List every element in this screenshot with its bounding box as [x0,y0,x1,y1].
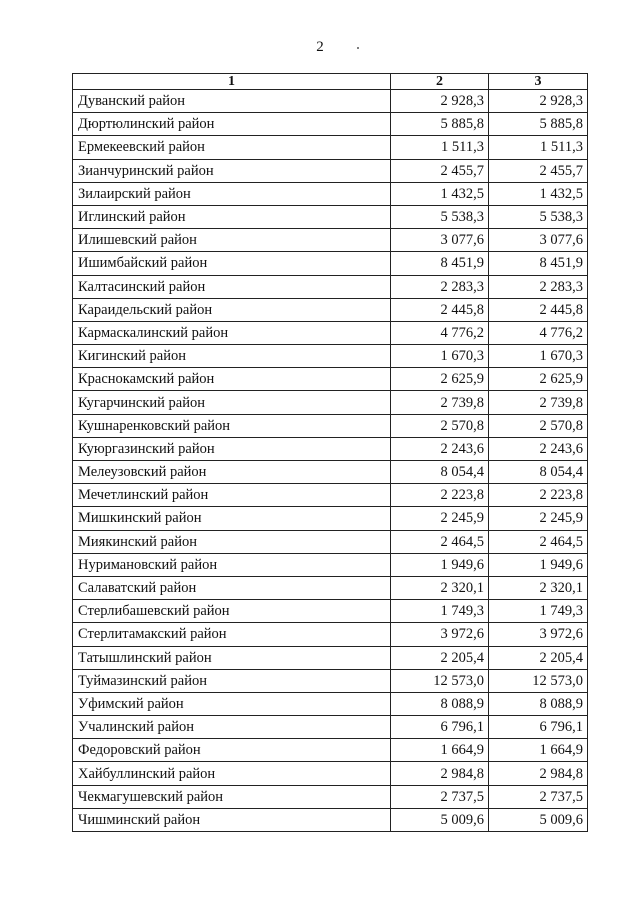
value-col2-cell: 2 205,4 [391,646,489,669]
value-col2-cell: 8 054,4 [391,461,489,484]
value-col3-cell: 2 570,8 [489,414,588,437]
value-col2-cell: 1 949,6 [391,553,489,576]
column-header-1: 1 [73,74,391,90]
district-name-cell: Хайбуллинский район [73,762,391,785]
district-name-cell: Зианчуринский район [73,159,391,182]
table-row [73,553,588,576]
district-name-cell: Куюргазинский район [73,437,391,460]
value-col3-cell: 2 445,8 [489,298,588,321]
table-row [73,252,588,275]
table-row [73,716,588,739]
value-col3-cell: 1 949,6 [489,553,588,576]
district-name-cell: Мелеузовский район [73,461,391,484]
value-col2-cell: 2 739,8 [391,391,489,414]
column-header-2: 2 [391,74,489,90]
value-col2-cell: 2 223,8 [391,484,489,507]
district-name-cell: Салаватский район [73,576,391,599]
district-name-cell: Зилаирский район [73,182,391,205]
district-name-cell: Чишминский район [73,808,391,831]
table-row [73,437,588,460]
table-row [73,484,588,507]
value-col3-cell: 2 739,8 [489,391,588,414]
district-name-cell: Мишкинский район [73,507,391,530]
value-col3-cell: 8 451,9 [489,252,588,275]
district-name-cell: Миякинский район [73,530,391,553]
value-col3-cell: 12 573,0 [489,669,588,692]
value-col2-cell: 2 243,6 [391,437,489,460]
value-col2-cell: 2 455,7 [391,159,489,182]
district-name-cell: Уфимский район [73,692,391,715]
value-col3-cell: 1 664,9 [489,739,588,762]
table-row [73,205,588,228]
table-header-row [73,74,588,90]
scan-artifact-dot [357,47,359,49]
table-row [73,576,588,599]
value-col2-cell: 2 445,8 [391,298,489,321]
district-name-cell: Федоровский район [73,739,391,762]
district-name-cell: Дуванский район [73,90,391,113]
district-name-cell: Нуримановский район [73,553,391,576]
table-row [73,461,588,484]
value-col2-cell: 2 737,5 [391,785,489,808]
table-row [73,808,588,831]
district-name-cell: Караидельский район [73,298,391,321]
table-row [73,182,588,205]
value-col2-cell: 3 972,6 [391,623,489,646]
district-name-cell: Татышлинский район [73,646,391,669]
value-col3-cell: 2 464,5 [489,530,588,553]
value-col3-cell: 2 625,9 [489,368,588,391]
value-col3-cell: 5 885,8 [489,113,588,136]
value-col2-cell: 2 984,8 [391,762,489,785]
table-row [73,229,588,252]
value-col3-cell: 2 283,3 [489,275,588,298]
value-col2-cell: 2 570,8 [391,414,489,437]
table-row [73,414,588,437]
value-col2-cell: 4 776,2 [391,321,489,344]
table-row [73,136,588,159]
value-col3-cell: 8 054,4 [489,461,588,484]
district-name-cell: Иглинский район [73,205,391,228]
value-col2-cell: 1 670,3 [391,345,489,368]
column-header-3: 3 [489,74,588,90]
value-col2-cell: 8 451,9 [391,252,489,275]
value-col3-cell: 5 538,3 [489,205,588,228]
value-col2-cell: 1 432,5 [391,182,489,205]
district-name-cell: Ишимбайский район [73,252,391,275]
district-name-cell: Мечетлинский район [73,484,391,507]
table-row [73,785,588,808]
value-col3-cell: 2 223,8 [489,484,588,507]
table-row [73,669,588,692]
value-col2-cell: 8 088,9 [391,692,489,715]
value-col2-cell: 2 320,1 [391,576,489,599]
value-col2-cell: 2 283,3 [391,275,489,298]
value-col2-cell: 12 573,0 [391,669,489,692]
value-col3-cell: 2 320,1 [489,576,588,599]
value-col3-cell: 1 432,5 [489,182,588,205]
value-col2-cell: 5 538,3 [391,205,489,228]
district-name-cell: Стерлибашевский район [73,600,391,623]
district-name-cell: Кугарчинский район [73,391,391,414]
value-col2-cell: 5 885,8 [391,113,489,136]
value-col3-cell: 2 245,9 [489,507,588,530]
value-col3-cell: 6 796,1 [489,716,588,739]
value-col3-cell: 5 009,6 [489,808,588,831]
district-name-cell: Краснокамский район [73,368,391,391]
value-col2-cell: 2 245,9 [391,507,489,530]
table-row [73,507,588,530]
value-col3-cell: 3 972,6 [489,623,588,646]
district-name-cell: Чекмагушевский район [73,785,391,808]
value-col3-cell: 2 984,8 [489,762,588,785]
value-col3-cell: 1 670,3 [489,345,588,368]
value-col2-cell: 5 009,6 [391,808,489,831]
district-name-cell: Ермекеевский район [73,136,391,159]
value-col2-cell: 2 464,5 [391,530,489,553]
table-row [73,530,588,553]
district-name-cell: Дюртюлинский район [73,113,391,136]
district-name-cell: Кушнаренковский район [73,414,391,437]
value-col2-cell: 3 077,6 [391,229,489,252]
value-col3-cell: 1 511,3 [489,136,588,159]
value-col2-cell: 1 511,3 [391,136,489,159]
table-row [73,368,588,391]
table-row [73,692,588,715]
table-row [73,739,588,762]
value-col3-cell: 1 749,3 [489,600,588,623]
table-row [73,646,588,669]
table-row [73,275,588,298]
table-row [73,159,588,182]
value-col2-cell: 1 749,3 [391,600,489,623]
value-col2-cell: 6 796,1 [391,716,489,739]
district-name-cell: Стерлитамакский район [73,623,391,646]
district-name-cell: Учалинский район [73,716,391,739]
district-table [72,73,588,832]
table-body [73,90,588,832]
value-col2-cell: 2 928,3 [391,90,489,113]
table-row [73,298,588,321]
district-name-cell: Калтасинский район [73,275,391,298]
value-col3-cell: 2 455,7 [489,159,588,182]
value-col3-cell: 2 928,3 [489,90,588,113]
page-number: 2 [316,39,324,55]
district-name-cell: Илишевский район [73,229,391,252]
value-col3-cell: 2 205,4 [489,646,588,669]
district-name-cell: Кигинский район [73,345,391,368]
table-row [73,762,588,785]
table-row [73,90,588,113]
table-row [73,345,588,368]
value-col2-cell: 1 664,9 [391,739,489,762]
table-row [73,113,588,136]
district-name-cell: Туймазинский район [73,669,391,692]
value-col3-cell: 8 088,9 [489,692,588,715]
value-col3-cell: 3 077,6 [489,229,588,252]
table-row [73,623,588,646]
table-row [73,600,588,623]
table-row [73,391,588,414]
value-col3-cell: 2 737,5 [489,785,588,808]
value-col2-cell: 2 625,9 [391,368,489,391]
district-name-cell: Кармаскалинский район [73,321,391,344]
table-row [73,321,588,344]
value-col3-cell: 4 776,2 [489,321,588,344]
value-col3-cell: 2 243,6 [489,437,588,460]
